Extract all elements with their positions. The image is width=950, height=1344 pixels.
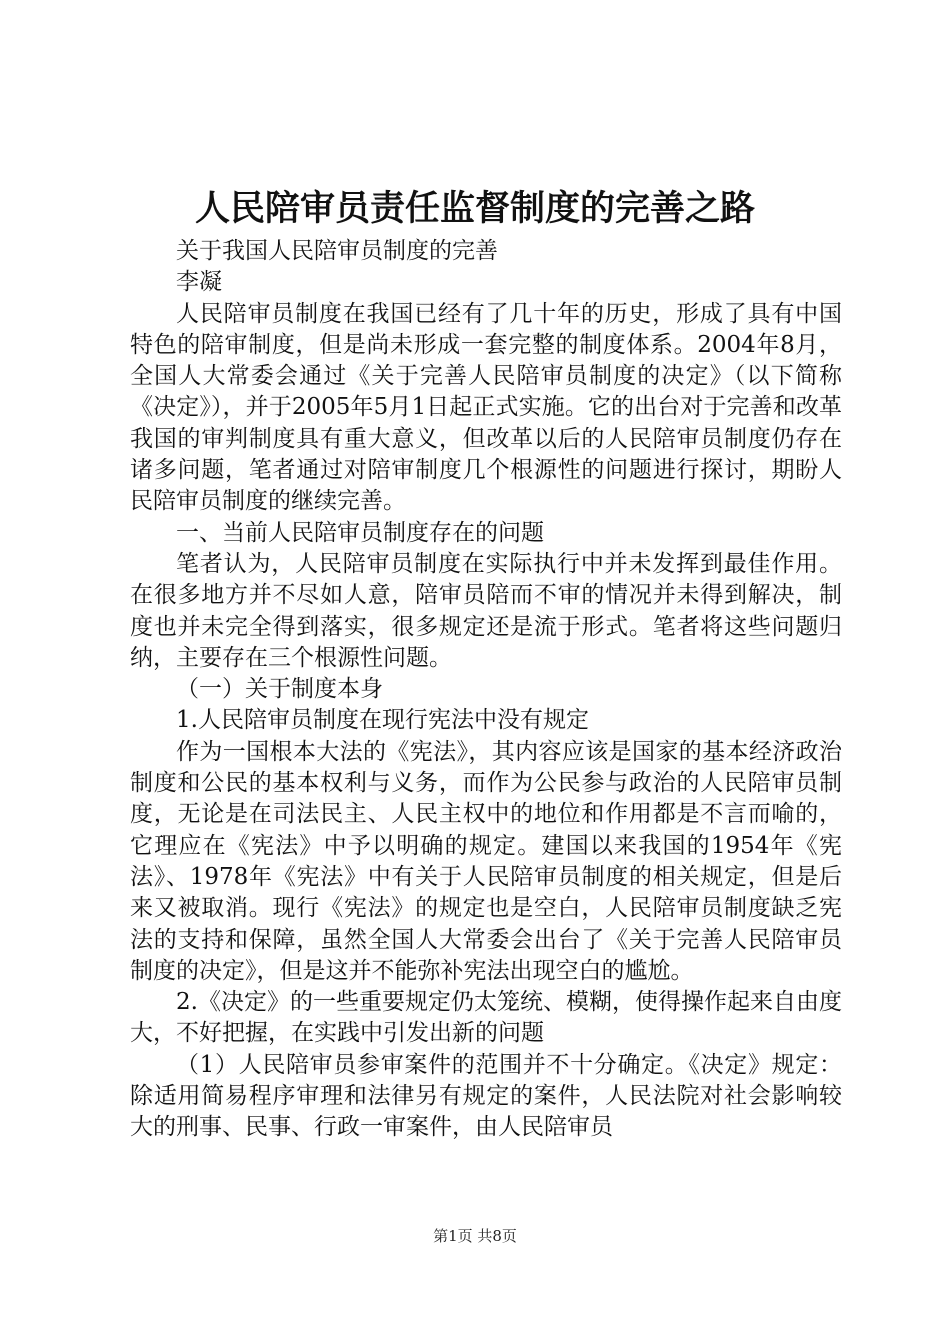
subsection-heading: （一）关于制度本身 — [176, 676, 383, 703]
subsection-heading: 2.《决定》的一些重要规定仍太笼统、模糊，使得操作起来自由度大，不好把握，在实践中引发出新的问题 — [130, 989, 842, 1047]
document-body — [130, 236, 842, 1144]
page-number: 第1页 共8页 — [433, 1227, 517, 1245]
subsection-heading: 1.人民陪审员制度在现行宪法中没有规定 — [176, 707, 589, 734]
section-heading: 一、当前人民陪审员制度存在的问题 — [176, 519, 544, 546]
paragraph: 笔者认为，人民陪审员制度在实际执行中并未发挥到最佳作用。在很多地方并不尽如人意，陪审员陪而不审的情况并未得到解决，制度也并未完全得到落实，很多规定还是流于形式。笔者将这些问题归纳，主要存在三个根源性问题。 — [130, 550, 842, 671]
paragraph: 作为一国根本大法的《宪法》，其内容应该是国家的基本经济政治制度和公民的基本权利与义务，而作为公民参与政治的人民陪审员制度，无论是在司法民主、人民主权中的地位和作用都是不言而喻的，它理应在《宪法》中予以明确的规定。建国以来我国的1954年《宪法》、1978年《宪法》中有关于人民陪审员制度的相关规定，但是后来又被取消。现行《宪法》的规定也是空白，人民陪审员制度缺乏宪法的支持和保障，虽然全国人大常委会出台了《关于完善人民陪审员制度的决定》，但是这并不能弥补宪法出现空白的尴尬。 — [130, 738, 842, 984]
paragraph-subtitle: 关于我国人民陪审员制度的完善 — [176, 238, 498, 264]
document-title: 人民陪审员责任监督制度的完善之路 — [194, 188, 755, 229]
paragraph: （1）人民陪审员参审案件的范围并不十分确定。《决定》规定：除适用简易程序审理和法律另有规定的案件，人民法院对社会影响较大的刑事、民事、行政一审案件，由人民陪审员 — [130, 1051, 842, 1141]
paragraph-author: 李凝 — [176, 269, 222, 296]
paragraph: 人民陪审员制度在我国已经有了几十年的历史，形成了具有中国特色的陪审制度，但是尚未形成一套完整的制度体系。2004年8月，全国人大常委会通过《关于完善人民陪审员制度的决定》（以下简称《决定》），并于2005年5月1日起正式实施。它的出台对于完善和改革我国的审判制度具有重大意义，但改革以后的人民陪审员制度仍存在诸多问题，笔者通过对陪审制度几个根源性的问题进行探讨，期盼人民陪审员制度的继续完善。 — [130, 300, 842, 515]
